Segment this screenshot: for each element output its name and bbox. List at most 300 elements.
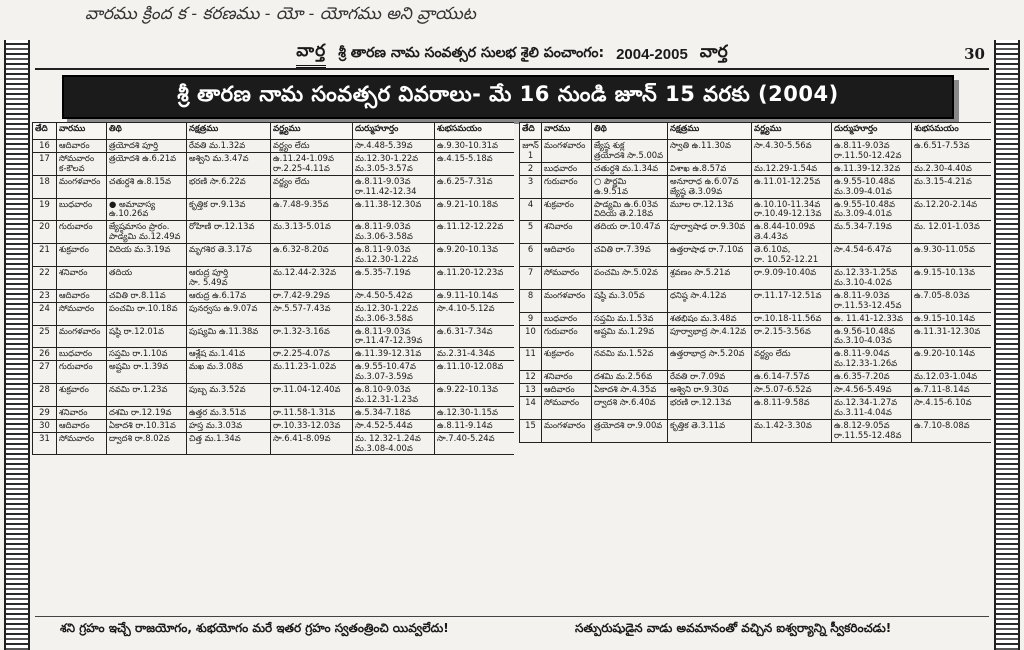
column-header: వారము — [57, 123, 107, 140]
cell-date — [33, 406, 57, 419]
cell-durmuhurtam — [832, 312, 912, 325]
cell-text: ఉ.10.26వ — [109, 208, 149, 219]
cell-text: ఉ.11.20-12.23వ — [437, 266, 504, 277]
cell-text: రేవతి మ.1.32వ — [189, 140, 246, 150]
cell-day — [57, 406, 107, 419]
cell-durmuhurtam — [832, 175, 912, 198]
cell-text: మ.3.06-3.58వ — [355, 312, 413, 323]
cell-text: దశమి రా.12.19వ — [109, 406, 172, 417]
cell-text: జ్యేష్ఠమాసం ప్రారం. — [109, 221, 170, 232]
cell-text: 1 — [527, 149, 534, 160]
table-row — [33, 266, 515, 289]
cell-date — [33, 175, 57, 198]
cell-text: కృత్తిక రా.9.13వ — [189, 198, 246, 209]
cell-varjyam — [752, 384, 832, 397]
cell-text: శుక్రవారం — [59, 244, 89, 255]
cell-text: రా.11.04-12.40వ — [273, 384, 341, 395]
cell-tithi — [592, 140, 668, 163]
cell-durmuhurtam — [353, 325, 435, 348]
cell-text: మంగళవారం — [59, 325, 101, 336]
cell-text: 18 — [39, 175, 50, 186]
cell-shubha — [435, 175, 515, 198]
cell-text: సా.4.15-6.10వ — [914, 396, 972, 407]
cell-text: కృత్తిక తె.3.11వ — [670, 419, 726, 430]
cell-shubha — [912, 371, 992, 384]
cell-nakshatra — [187, 244, 271, 267]
cell-text: అష్టమి రా.1.39వ — [109, 361, 169, 372]
cell-varjyam — [752, 396, 832, 419]
cell-text: ఉ.6.35-7.20వ — [834, 371, 890, 382]
table-row — [520, 140, 992, 163]
cell-text: మంగళవారం — [59, 175, 101, 186]
cell-date — [520, 419, 542, 442]
cell-text: 9 — [527, 312, 534, 323]
cell-text: ఉత్తర మ.3.51వ — [189, 406, 246, 417]
cell-durmuhurtam — [832, 162, 912, 175]
cell-text: ఆదివారం — [59, 140, 90, 150]
cell-text: ఉ.9.51వ — [594, 185, 628, 196]
cell-nakshatra — [668, 266, 752, 289]
cell-text: మృగశిర తె.3.17వ — [189, 244, 252, 255]
cell-text: ఉ.7.10-8.08వ — [914, 419, 970, 430]
cell-text: ఉ.11.12-12.22వ — [437, 221, 504, 232]
cell-nakshatra — [187, 419, 271, 432]
cell-text: మ.3.11-4.04వ — [834, 406, 892, 417]
table-row — [520, 396, 992, 419]
cell-nakshatra — [187, 348, 271, 361]
cell-text: సా.4.30-5.56వ — [754, 140, 812, 150]
cell-text: ఉ.5.34-7.18వ — [355, 406, 411, 417]
column-header: దుర్ముహూర్తం — [353, 123, 435, 140]
cell-text: 6 — [527, 244, 534, 255]
cell-text: ఉ.5.35-7.19వ — [355, 266, 411, 277]
cell-varjyam — [752, 221, 832, 244]
cell-text: 17 — [39, 152, 50, 163]
cell-text: రా.11.42-12.34 — [355, 185, 417, 196]
cell-text: ఆదివారం — [59, 289, 90, 300]
cell-text: అశ్విని మ.3.47వ — [189, 152, 249, 163]
cell-day — [57, 198, 107, 221]
decorative-border-right — [994, 40, 1020, 650]
cell-text: ఉ.10.10-11.34వ — [754, 198, 821, 209]
cell-durmuhurtam — [832, 198, 912, 221]
cell-text: ఆదివారం — [59, 419, 90, 430]
cell-durmuhurtam — [353, 152, 435, 175]
cell-tithi — [592, 266, 668, 289]
cell-varjyam — [271, 289, 353, 302]
cell-text: సోమవారం — [59, 432, 95, 443]
cell-date — [520, 266, 542, 289]
table-row — [33, 361, 515, 384]
cell-varjyam — [752, 175, 832, 198]
header-year: 2004-2005 — [616, 45, 688, 63]
cell-text: శనివారం — [59, 406, 88, 417]
cell-text: ఉ.9.21-10.18వ — [437, 198, 498, 209]
cell-day — [542, 140, 592, 163]
cell-text: ఉ.12.30-1.15వ — [437, 406, 498, 417]
cell-durmuhurtam — [832, 371, 912, 384]
cell-text: సోమవారం — [59, 152, 95, 163]
cell-date — [33, 419, 57, 432]
cell-shubha — [912, 312, 992, 325]
cell-day — [542, 289, 592, 312]
table-row — [33, 432, 515, 455]
cell-text: త్రయోదశి ఉ.6.21వ — [109, 152, 177, 163]
cell-text: శతభిషం మ.3.48వ — [670, 312, 737, 323]
cell-day — [542, 162, 592, 175]
cell-text: రా.9.09-10.40వ — [754, 266, 817, 277]
table-row — [520, 198, 992, 221]
table-row — [33, 384, 515, 407]
cell-durmuhurtam — [353, 244, 435, 267]
cell-date — [520, 175, 542, 198]
cell-text: హస్త మ.3.03వ — [189, 419, 243, 430]
cell-nakshatra — [187, 266, 271, 289]
cell-tithi — [107, 406, 187, 419]
header-title: శ్రీ తారణ నామ సంవత్సర సులభ శైలి పంచాంగం: — [338, 44, 605, 61]
cell-text: రా. 10.52-12.21 — [754, 254, 819, 265]
cell-text: మ.3.09-4.01వ — [834, 208, 892, 219]
cell-day — [57, 432, 107, 455]
cell-varjyam — [752, 244, 832, 267]
cell-date — [520, 371, 542, 384]
cell-day — [542, 198, 592, 221]
cell-tithi — [592, 244, 668, 267]
cell-nakshatra — [668, 198, 752, 221]
cell-text: అనూరాధ ఉ.6.07వ — [670, 175, 739, 186]
cell-text: శుక్రవారం — [59, 384, 89, 395]
cell-text: ఉ.9.20-10.14వ — [914, 348, 975, 359]
cell-date — [520, 348, 542, 371]
cell-text: మ.3.15-4.21వ — [914, 175, 972, 186]
column-header: నక్షత్రము — [668, 123, 752, 140]
cell-text: సా.4.52-5.44వ — [355, 419, 413, 430]
cell-nakshatra — [187, 361, 271, 384]
cell-tithi — [107, 302, 187, 325]
cell-day — [542, 244, 592, 267]
cell-date — [520, 162, 542, 175]
cell-nakshatra — [187, 289, 271, 302]
cell-text: ఉ.9.55-10.48వ — [834, 198, 895, 209]
cell-varjyam — [271, 302, 353, 325]
cell-text: రా.11.55-12.48వ — [834, 429, 902, 440]
cell-text: గురువారం — [544, 325, 578, 336]
cell-text: 3 — [527, 175, 534, 186]
cell-text: 19 — [39, 198, 50, 209]
cell-text: 4 — [527, 198, 534, 209]
cell-day — [57, 325, 107, 348]
cell-text: సా.4.54-6.47వ — [834, 244, 892, 255]
cell-text: సా.5.07-6.52వ — [754, 384, 812, 395]
cell-nakshatra — [668, 244, 752, 267]
cell-day — [57, 140, 107, 153]
cell-tithi — [107, 384, 187, 407]
table-row — [33, 289, 515, 302]
cell-nakshatra — [187, 152, 271, 175]
cell-text: రా.10.33-12.03వ — [273, 419, 341, 430]
cell-text: 30 — [39, 419, 50, 430]
column-header: నక్షత్రము — [187, 123, 271, 140]
cell-text: 20 — [39, 221, 50, 232]
column-header: వర్జ్యము — [752, 123, 832, 140]
cell-text: మ.3.09-4.01వ — [834, 185, 892, 196]
cell-durmuhurtam — [832, 221, 912, 244]
cell-shubha — [912, 175, 992, 198]
cell-nakshatra — [187, 221, 271, 244]
cell-text: విదియ మ.3.19వ — [109, 244, 171, 255]
cell-text: చతుర్దశి ఉ.8.15వ — [109, 175, 171, 186]
cell-nakshatra — [187, 406, 271, 419]
cell-varjyam — [271, 348, 353, 361]
cell-text: రా.1.32-3.16వ — [273, 325, 330, 336]
footer-quote-left: శని గ్రహం ఇచ్చే రాజయోగం, శుభయోగం మరే ఇతర గ్రహం స్వతంత్రించి యివ్వలేదు! — [60, 620, 449, 635]
cell-text: రా.11.47-12.39వ — [355, 335, 423, 346]
cell-text: ధనిష్ఠ సా.4.12వ — [670, 289, 727, 300]
cell-day — [57, 266, 107, 289]
cell-shubha — [435, 302, 515, 325]
cell-text: జ్యేష్ఠ తె.3.09వ — [670, 185, 723, 196]
cell-text: విదియ తె.2.18వ — [594, 208, 654, 219]
cell-date — [520, 384, 542, 397]
table-row — [520, 162, 992, 175]
table-row — [520, 371, 992, 384]
cell-text: 21 — [39, 244, 50, 255]
cell-text: రా.11.53-12.45వ — [834, 299, 902, 310]
cell-text: అష్టమి మ.1.29వ — [594, 325, 655, 336]
column-header: శుభసమయం — [912, 123, 992, 140]
cell-text: మ.3.10-4.03వ — [834, 335, 892, 346]
cell-day — [57, 361, 107, 384]
cell-text: ఉ.9.22-10.13వ — [437, 384, 498, 395]
cell-text: పంచమి సా.5.02వ — [594, 266, 658, 277]
cell-text: చవితి రా.7.39వ — [594, 244, 651, 255]
cell-varjyam — [752, 266, 832, 289]
cell-text: వర్జ్యం లేదు — [273, 175, 310, 186]
cell-tithi — [592, 175, 668, 198]
cell-text: మ.3.05-3.57వ — [355, 162, 413, 173]
newspaper-logo: వార్త — [296, 41, 326, 68]
cell-durmuhurtam — [353, 302, 435, 325]
cell-text: వర్జ్యం లేదు — [754, 348, 791, 359]
cell-text: మ. 12.32-1.24వ — [355, 432, 421, 443]
cell-varjyam — [752, 348, 832, 371]
cell-text: 27 — [39, 361, 50, 372]
cell-tithi — [107, 244, 187, 267]
cell-text: షష్ఠి రా.12.01వ — [109, 325, 165, 336]
panchangam-table-june — [519, 122, 991, 443]
cell-day — [542, 312, 592, 325]
cell-text: మ.3.07-3.59వ — [355, 371, 413, 382]
cell-tithi — [107, 221, 187, 244]
page-title-banner: శ్రీ తారణ నామ సంవత్సర వివరాలు- మే 16 నుండి జూన్ 15 వరకు (2004) — [62, 75, 954, 119]
cell-day — [57, 348, 107, 361]
cell-day — [542, 371, 592, 384]
table-row — [33, 348, 515, 361]
cell-text: త్రయోదశి రా.9.00వ — [594, 419, 663, 430]
cell-text: తదియ రా.10.47వ — [594, 221, 661, 232]
cell-text: మంగళవారం — [544, 140, 586, 150]
cell-text: మ. 12.01-1.03వ — [914, 221, 980, 232]
cell-durmuhurtam — [832, 384, 912, 397]
column-header: తేది — [33, 123, 57, 140]
cell-durmuhurtam — [353, 198, 435, 221]
cell-day — [57, 175, 107, 198]
cell-shubha — [912, 198, 992, 221]
cell-date — [33, 432, 57, 455]
cell-text: ఉ.6.31-7.34వ — [437, 325, 493, 336]
cell-durmuhurtam — [353, 221, 435, 244]
cell-day — [542, 348, 592, 371]
cell-text: ద్వాదశి రా.8.02వ — [109, 432, 170, 443]
cell-text: త్రయోదశి పూర్తి — [109, 140, 159, 150]
cell-tithi — [592, 396, 668, 419]
cell-text: ఉ.8.11-9.03వ — [355, 175, 411, 186]
cell-varjyam — [271, 432, 353, 455]
newspaper-logo-secondary: వార్త — [699, 42, 728, 62]
table-row — [33, 302, 515, 325]
cell-text: శనివారం — [544, 221, 573, 232]
cell-tithi — [107, 140, 187, 153]
cell-text: భరణి సా.6.22వ — [189, 175, 246, 186]
table-row — [520, 384, 992, 397]
cell-day — [542, 175, 592, 198]
cell-text: రా.11.17-12.51వ — [754, 289, 822, 300]
cell-durmuhurtam — [353, 432, 435, 455]
cell-tithi — [107, 348, 187, 361]
cell-text: గురువారం — [59, 361, 93, 372]
cell-text: జూన్ — [522, 140, 539, 150]
cell-varjyam — [271, 406, 353, 419]
page-number: 30 — [964, 45, 985, 63]
cell-text: త్రయోదశి సా.5.00వ — [594, 149, 664, 160]
cell-durmuhurtam — [832, 244, 912, 267]
cell-varjyam — [271, 221, 353, 244]
cell-durmuhurtam — [353, 266, 435, 289]
cell-shubha — [912, 348, 992, 371]
cell-text: ఆదివారం — [544, 384, 575, 395]
cell-text: ఏకాదశి సా.4.35వ — [594, 384, 657, 395]
cell-text: ఉత్తరాషాఢ రా.7.10వ — [670, 244, 744, 255]
cell-shubha — [435, 244, 515, 267]
cell-durmuhurtam — [353, 361, 435, 384]
cell-text: ఉ.9.30-10.31వ — [437, 140, 498, 150]
cell-text: మ.5.34-7.19వ — [834, 221, 892, 232]
table-row — [520, 244, 992, 267]
cell-day — [57, 152, 107, 175]
cell-text: దశమి మ.2.56వ — [594, 371, 653, 382]
cell-shubha — [435, 140, 515, 153]
cell-text: నవమి మ.1.52వ — [594, 348, 654, 359]
cell-text: సా.4.56-5.49వ — [834, 384, 892, 395]
table-row — [33, 140, 515, 153]
cell-durmuhurtam — [832, 348, 912, 371]
table-row — [33, 152, 515, 175]
cell-shubha — [435, 152, 515, 175]
cell-nakshatra — [187, 140, 271, 153]
cell-varjyam — [271, 152, 353, 175]
table-row — [520, 348, 992, 371]
cell-text: పుబ్బ మ.3.52వ — [189, 384, 246, 395]
cell-text: మ.1.42-3.30వ — [754, 419, 812, 430]
cell-shubha — [435, 289, 515, 302]
cell-nakshatra — [668, 162, 752, 175]
cell-text: చతుర్దశి మ.1.34వ — [594, 162, 659, 173]
cell-date — [33, 244, 57, 267]
cell-text: వర్జ్యం లేదు — [273, 140, 310, 150]
table-row — [33, 175, 515, 198]
cell-durmuhurtam — [832, 396, 912, 419]
footer-quote-right: సత్పురుషుడైన వాడు అవమానంతో వచ్చిన ఐశ్వర్యాన్ని స్వీకరించడు! — [575, 620, 892, 635]
cell-text: మ.12.33-1.25వ — [834, 266, 898, 277]
cell-varjyam — [271, 384, 353, 407]
cell-text: శనివారం — [544, 371, 573, 382]
cell-text: ఉ.8.10-9.03వ — [355, 384, 411, 395]
cell-text: క-కౌలవ — [59, 162, 85, 173]
cell-tithi — [592, 289, 668, 312]
cell-text: ఉ.9.30-11.05వ — [914, 244, 975, 255]
table-row — [520, 325, 992, 348]
cell-varjyam — [752, 325, 832, 348]
cell-shubha — [435, 221, 515, 244]
cell-text: 2 — [527, 162, 534, 173]
cell-text: 16 — [39, 140, 50, 150]
cell-text: మ.12.31-1.23వ — [355, 393, 419, 404]
cell-text: ఉ.4.15-5.18వ — [437, 152, 493, 163]
cell-nakshatra — [668, 371, 752, 384]
cell-text: మంగళవారం — [544, 289, 586, 300]
cell-varjyam — [271, 325, 353, 348]
cell-text: ఆరుద్ర పూర్తి — [189, 266, 229, 277]
cell-shubha — [912, 140, 992, 163]
cell-text: ఉ.9.55-10.48వ — [834, 175, 895, 186]
table-row — [520, 175, 992, 198]
cell-shubha — [912, 266, 992, 289]
cell-durmuhurtam — [353, 140, 435, 153]
cell-text: బుధవారం — [544, 312, 578, 323]
cell-text: 10 — [525, 325, 536, 336]
table-row — [520, 221, 992, 244]
cell-text: ఆరుద్ర ఉ.6.17వ — [189, 289, 247, 300]
cell-day — [57, 244, 107, 267]
cell-text: రా.2.25-4.11వ — [273, 162, 330, 173]
cell-text: సోమవారం — [59, 302, 95, 313]
cell-varjyam — [752, 198, 832, 221]
cell-day — [542, 221, 592, 244]
table-row — [520, 312, 992, 325]
cell-text: ● అమావాస్య — [109, 198, 156, 209]
cell-tithi — [592, 162, 668, 175]
cell-date — [520, 221, 542, 244]
cell-date — [520, 396, 542, 419]
cell-text: 5 — [527, 221, 534, 232]
cell-date — [33, 361, 57, 384]
cell-shubha — [435, 361, 515, 384]
cell-varjyam — [752, 289, 832, 312]
cell-text: శనివారం — [59, 266, 88, 277]
cell-varjyam — [271, 175, 353, 198]
cell-text: ఉ.6.32-8.20వ — [273, 244, 329, 255]
cell-text: మ.3.10-4.02వ — [834, 276, 892, 287]
column-header: తేది — [520, 123, 542, 140]
cell-text: చవితి రా.8.11వ — [109, 289, 166, 300]
cell-durmuhurtam — [353, 406, 435, 419]
cell-date — [520, 198, 542, 221]
cell-varjyam — [271, 244, 353, 267]
cell-shubha — [912, 419, 992, 442]
cell-text: ఉత్తరాభాద్ర సా.5.20వ — [670, 348, 745, 359]
cell-tithi — [592, 419, 668, 442]
cell-text: 28 — [39, 384, 50, 395]
